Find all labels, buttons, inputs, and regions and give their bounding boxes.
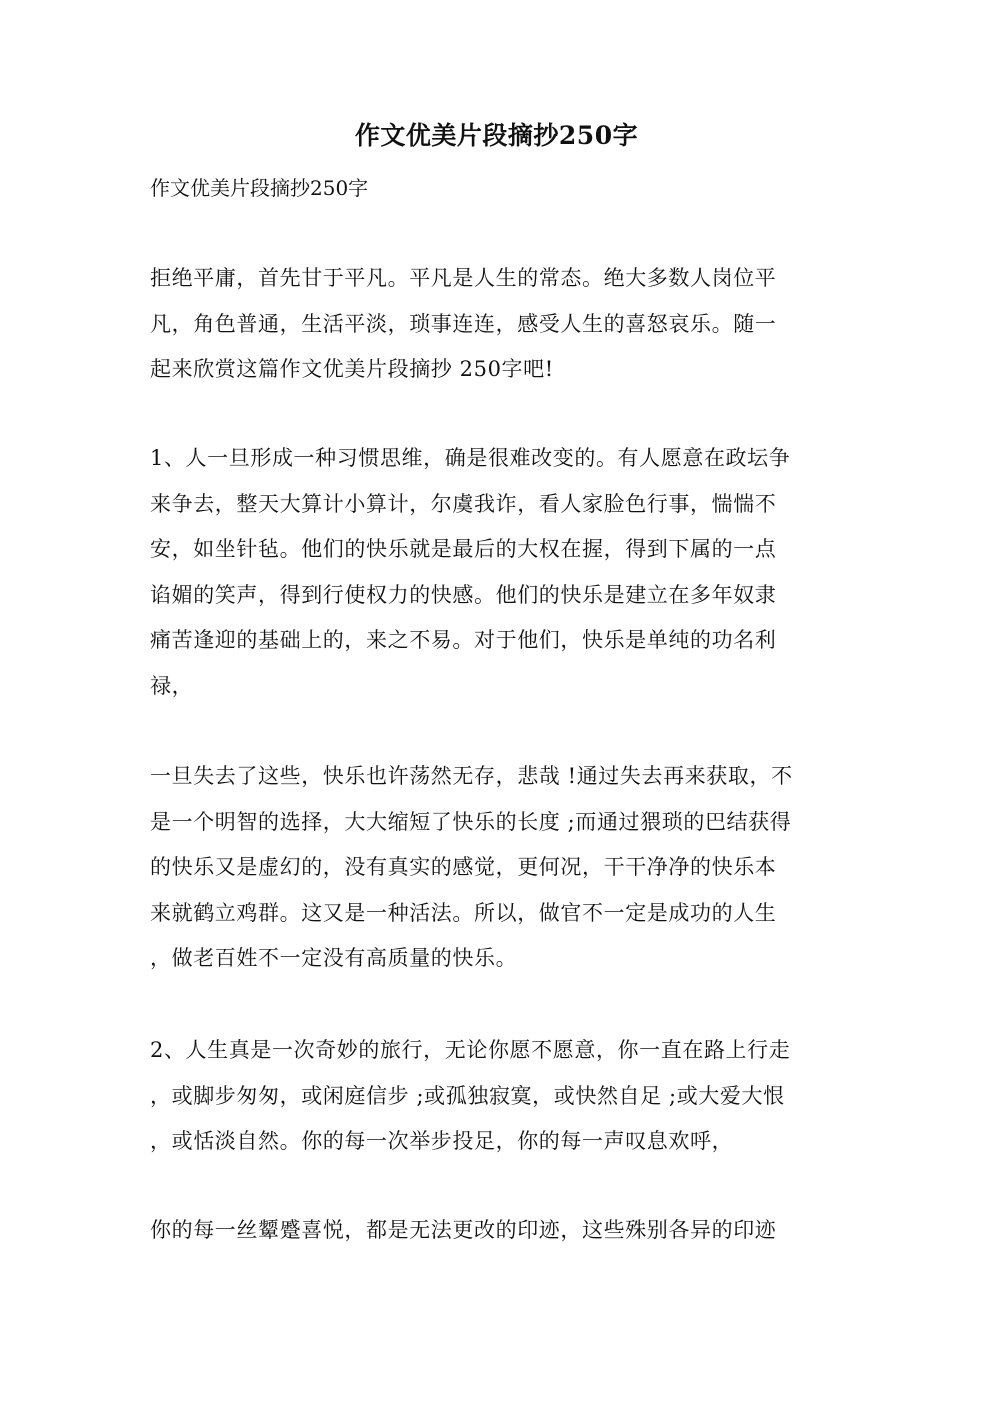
intro-paragraph (150, 256, 842, 393)
text-line: 1、人一旦形成一种习惯思维，确是很难改变的。有人愿意在政坛争 (150, 446, 791, 470)
text-line: 你的每一丝颦蹙喜悦，都是无法更改的印迹，这些殊别各异的印迹 (150, 1218, 777, 1242)
text-line: 起来欣赏这篇作文优美片段摘抄 250字吧! (150, 357, 554, 381)
text-line: 拒绝平庸，首先甘于平凡。平凡是人生的常态。绝大多数人岗位平 (150, 266, 777, 290)
text-line: 凡，角色普通，生活平淡，琐事连连，感受人生的喜怒哀乐。随一 (150, 311, 777, 336)
excerpt-2-paragraph (150, 1028, 842, 1165)
text-line: 是一个明智的选择，大大缩短了快乐的长度 ;而通过猥琐的巴结获得 (150, 809, 792, 834)
text-line: ，做老百姓不一定没有高质量的快乐。 (150, 946, 518, 970)
text-line: 安，如坐针毡。他们的快乐就是最后的大权在握，得到下属的一点 (150, 537, 777, 561)
document-title: 作文优美片段摘抄250字 (354, 121, 639, 150)
excerpt-2-continuation-paragraph (150, 1208, 842, 1254)
text-line: 来争去，整天大算计小算计，尔虞我诈，看人家脸色行事，惴惴不 (150, 491, 777, 516)
text-line: 2、人生真是一次奇妙的旅行，无论你愿不愿意，你一直在路上行走 (150, 1038, 791, 1062)
excerpt-1-paragraph (150, 436, 842, 709)
text-line: 痛苦逢迎的基础上的，来之不易。对于他们，快乐是单纯的功名利 (150, 628, 777, 652)
text-line: 谄媚的笑声，得到行使权力的快感。他们的快乐是建立在多年奴隶 (150, 582, 777, 607)
text-line: 一旦失去了这些，快乐也许荡然无存，悲哉 !通过失去再来获取，不 (150, 764, 793, 788)
text-line: 的快乐又是虚幻的，没有真实的感觉，更何况，干干净净的快乐本 (150, 855, 777, 879)
text-line: ，或脚步匆匆，或闲庭信步 ;或孤独寂寞，或快然自足 ;或大爱大恨 (150, 1083, 785, 1108)
document-subtitle: 作文优美片段摘抄250字 (150, 176, 369, 200)
text-line: ，或恬淡自然。你的每一次举步投足，你的每一声叹息欢呼， (150, 1129, 734, 1153)
text-line: 禄， (150, 673, 194, 698)
text-line: 来就鹤立鸡群。这又是一种活法。所以，做官不一定是成功的人生 (150, 900, 777, 925)
excerpt-1-continuation-paragraph (150, 754, 842, 982)
